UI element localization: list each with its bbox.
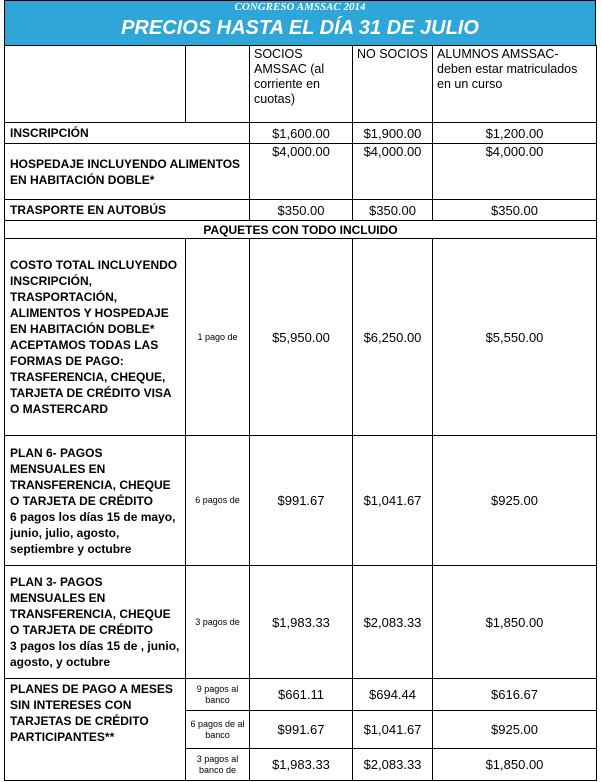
payment-count: 3 pagos de bbox=[186, 566, 250, 679]
package-label: PLANES DE PAGO A MESES SIN INTERESES CON TARJETAS DE CRÉDITO PARTICIPANTES** bbox=[5, 679, 186, 781]
column-header-row bbox=[5, 46, 597, 123]
price-alumnos: $925.00 bbox=[433, 436, 597, 566]
package-detail: 3 pagos los días 15 de , junio, agosto, y octubre bbox=[10, 639, 180, 669]
price-alumnos: $1,200.00 bbox=[433, 123, 597, 144]
header-empty-cell bbox=[186, 46, 250, 123]
row-label: INSCRIPCIÓN bbox=[5, 123, 250, 144]
row-label: HOSPEDAJE INCLUYENDO ALIMENTOS EN HABITACIÓN DOBLE* bbox=[5, 144, 250, 200]
price-socios: $991.67 bbox=[250, 436, 353, 566]
section-title: PAQUETES CON TODO INCLUIDO bbox=[5, 221, 597, 239]
price-socios: $661.11 bbox=[250, 679, 353, 711]
package-cell bbox=[5, 566, 186, 679]
header-empty-cell bbox=[5, 46, 186, 123]
package-total bbox=[5, 239, 597, 436]
price-alumnos: $350.00 bbox=[433, 200, 597, 221]
package-detail: 6 pagos los días 15 de mayo, junio, julio, agosto, septiembre y octubre bbox=[10, 509, 176, 556]
price-sheet bbox=[4, 0, 596, 781]
price-socios: $1,600.00 bbox=[250, 123, 353, 144]
price-alumnos: $5,550.00 bbox=[433, 239, 597, 436]
payment-count: 6 pagos de al banco bbox=[186, 711, 250, 749]
price-no-socios: $350.00 bbox=[353, 200, 433, 221]
event-name: CONGRESO AMSSAC 2014 bbox=[234, 1, 366, 13]
price-no-socios: $1,041.67 bbox=[353, 436, 433, 566]
payment-count: 6 pagos de bbox=[186, 436, 250, 566]
package-plan6 bbox=[5, 436, 597, 566]
row-hospedaje bbox=[5, 144, 597, 200]
price-alumnos: $616.67 bbox=[433, 679, 597, 711]
payment-count: 9 pagos al banco bbox=[186, 679, 250, 711]
price-table bbox=[4, 45, 597, 781]
row-inscripcion bbox=[5, 123, 597, 144]
package-label: PLAN 6- PAGOS MENSUALES EN TRANSFERENCIA, CHEQUE O TARJETA DE CRÉDITO bbox=[10, 445, 171, 508]
row-label: TRASPORTE EN AUTOBÚS bbox=[5, 200, 250, 221]
row-transporte bbox=[5, 200, 597, 221]
price-no-socios: $1,041.67 bbox=[353, 711, 433, 749]
price-alumnos: $1,850.00 bbox=[433, 749, 597, 781]
price-no-socios: $4,000.00 bbox=[353, 144, 433, 200]
package-cell bbox=[5, 436, 186, 566]
column-no-socios: NO SOCIOS bbox=[353, 46, 433, 123]
price-socios: $350.00 bbox=[250, 200, 353, 221]
header-banner bbox=[4, 0, 596, 45]
page-title: PRECIOS HASTA EL DÍA 31 DE JULIO bbox=[121, 17, 479, 39]
price-no-socios: $2,083.33 bbox=[353, 749, 433, 781]
price-no-socios: $694.44 bbox=[353, 679, 433, 711]
price-socios: $5,950.00 bbox=[250, 239, 353, 436]
payment-count: 1 pago de bbox=[186, 239, 250, 436]
price-alumnos: $4,000.00 bbox=[433, 144, 597, 200]
payment-count: 3 pagos al banco de bbox=[186, 749, 250, 781]
price-alumnos: $925.00 bbox=[433, 711, 597, 749]
price-socios: $991.67 bbox=[250, 711, 353, 749]
price-no-socios: $1,900.00 bbox=[353, 123, 433, 144]
package-label: PLAN 3- PAGOS MENSUALES EN TRANSFERENCIA, CHEQUE O TARJETA DE CRÉDITO bbox=[10, 575, 171, 637]
column-socios: SOCIOS AMSSAC (al corriente en cuotas) bbox=[250, 46, 353, 123]
price-no-socios: $2,083.33 bbox=[353, 566, 433, 679]
section-row bbox=[5, 221, 597, 239]
package-plan3 bbox=[5, 566, 597, 679]
price-socios: $4,000.00 bbox=[250, 144, 353, 200]
price-alumnos: $1,850.00 bbox=[433, 566, 597, 679]
price-socios: $1,983.33 bbox=[250, 566, 353, 679]
column-alumnos: ALUMNOS AMSSAC- deben estar matriculados en un curso bbox=[433, 46, 597, 123]
price-no-socios: $6,250.00 bbox=[353, 239, 433, 436]
price-socios: $1,983.33 bbox=[250, 749, 353, 781]
package-label: COSTO TOTAL INCLUYENDO INSCRIPCIÓN, TRASPORTACIÓN, ALIMENTOS Y HOSPEDAJE EN HABITACIÓN DOBLE* ACEPTAMOS TODAS LAS FORMAS DE PAGO: TRASFERENCIA, CHEQUE, TARJETA DE CRÉDITO VISA O MASTERCARD bbox=[5, 239, 186, 436]
package-msi-option-9 bbox=[5, 679, 597, 711]
